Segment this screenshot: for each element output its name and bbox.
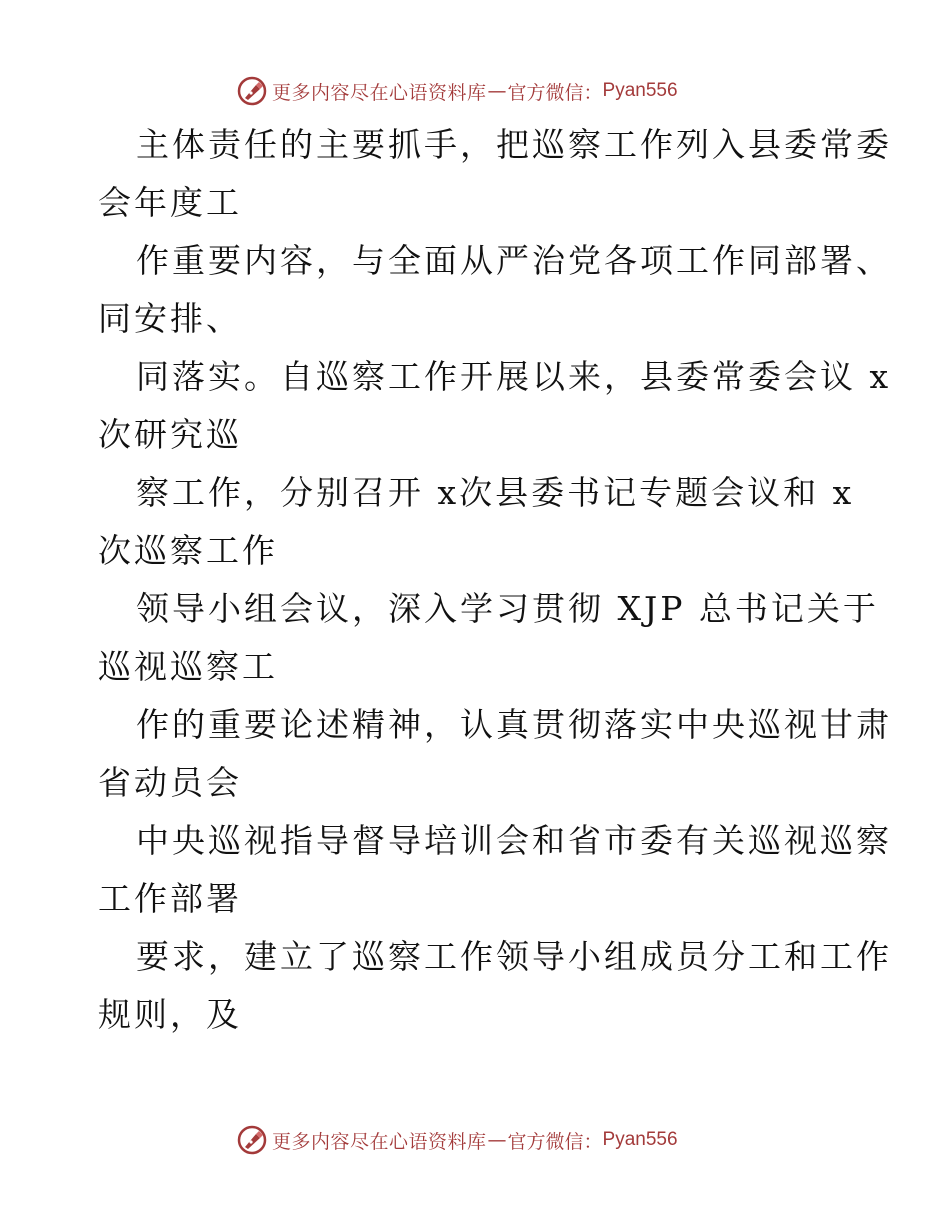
paragraph xyxy=(98,696,892,812)
paragraph-line: 同落实。自巡察工作开展以来，县委常委会议 x xyxy=(136,357,892,396)
paragraph-line: 作的重要论述精神，认真贯彻落实中央巡视甘肃 xyxy=(136,705,892,744)
paragraph xyxy=(98,812,892,928)
paragraph xyxy=(98,116,892,232)
paragraph-line: 工作部署 xyxy=(98,879,242,918)
paragraph xyxy=(98,232,892,348)
paragraph-line: 察工作，分别召开 x次县委书记专题会议和 x xyxy=(136,473,855,512)
banner-wechat-id: Pyan556 xyxy=(602,1129,678,1150)
paragraph-line: 会年度工 xyxy=(98,183,242,222)
paragraph xyxy=(98,348,892,464)
banner-separator: — xyxy=(487,80,507,102)
paragraph-line: 次巡察工作 xyxy=(98,531,278,570)
paragraph-line: 领导小组会议，深入学习贯彻 XJP 总书记关于 xyxy=(136,589,879,628)
paragraph xyxy=(98,464,858,580)
banner-text: 更多内容尽在心语资料库 xyxy=(272,1130,487,1153)
banner-separator: — xyxy=(487,1129,507,1151)
footer-banner xyxy=(236,1123,678,1157)
paragraph-line: 省动员会 xyxy=(98,763,242,802)
paragraph-line: 主体责任的主要抓手，把巡察工作列入县委常委 xyxy=(136,125,892,164)
paragraph-line: 巡视巡察工 xyxy=(98,647,278,686)
paragraph-line: 次研究巡 xyxy=(98,415,242,454)
banner-wechat-id: Pyan556 xyxy=(602,80,678,101)
paragraph-line: 中央巡视指导督导培训会和省市委有关巡视巡察 xyxy=(136,821,892,860)
paragraph xyxy=(98,580,879,696)
header-banner xyxy=(236,74,678,108)
paragraph-line: 规则，及 xyxy=(98,995,242,1034)
banner-label: 官方微信： xyxy=(507,81,603,104)
pen-nib-logo-icon xyxy=(236,75,268,107)
pen-nib-logo-icon xyxy=(236,1124,268,1156)
paragraph-line: 同安排、 xyxy=(98,299,242,338)
banner-label: 官方微信： xyxy=(507,1130,603,1153)
body-text xyxy=(0,116,950,1044)
banner-text: 更多内容尽在心语资料库 xyxy=(272,81,487,104)
paragraph xyxy=(98,928,892,1044)
paragraph-line: 作重要内容，与全面从严治党各项工作同部署、 xyxy=(136,241,892,280)
paragraph-line: 要求，建立了巡察工作领导小组成员分工和工作 xyxy=(136,937,892,976)
